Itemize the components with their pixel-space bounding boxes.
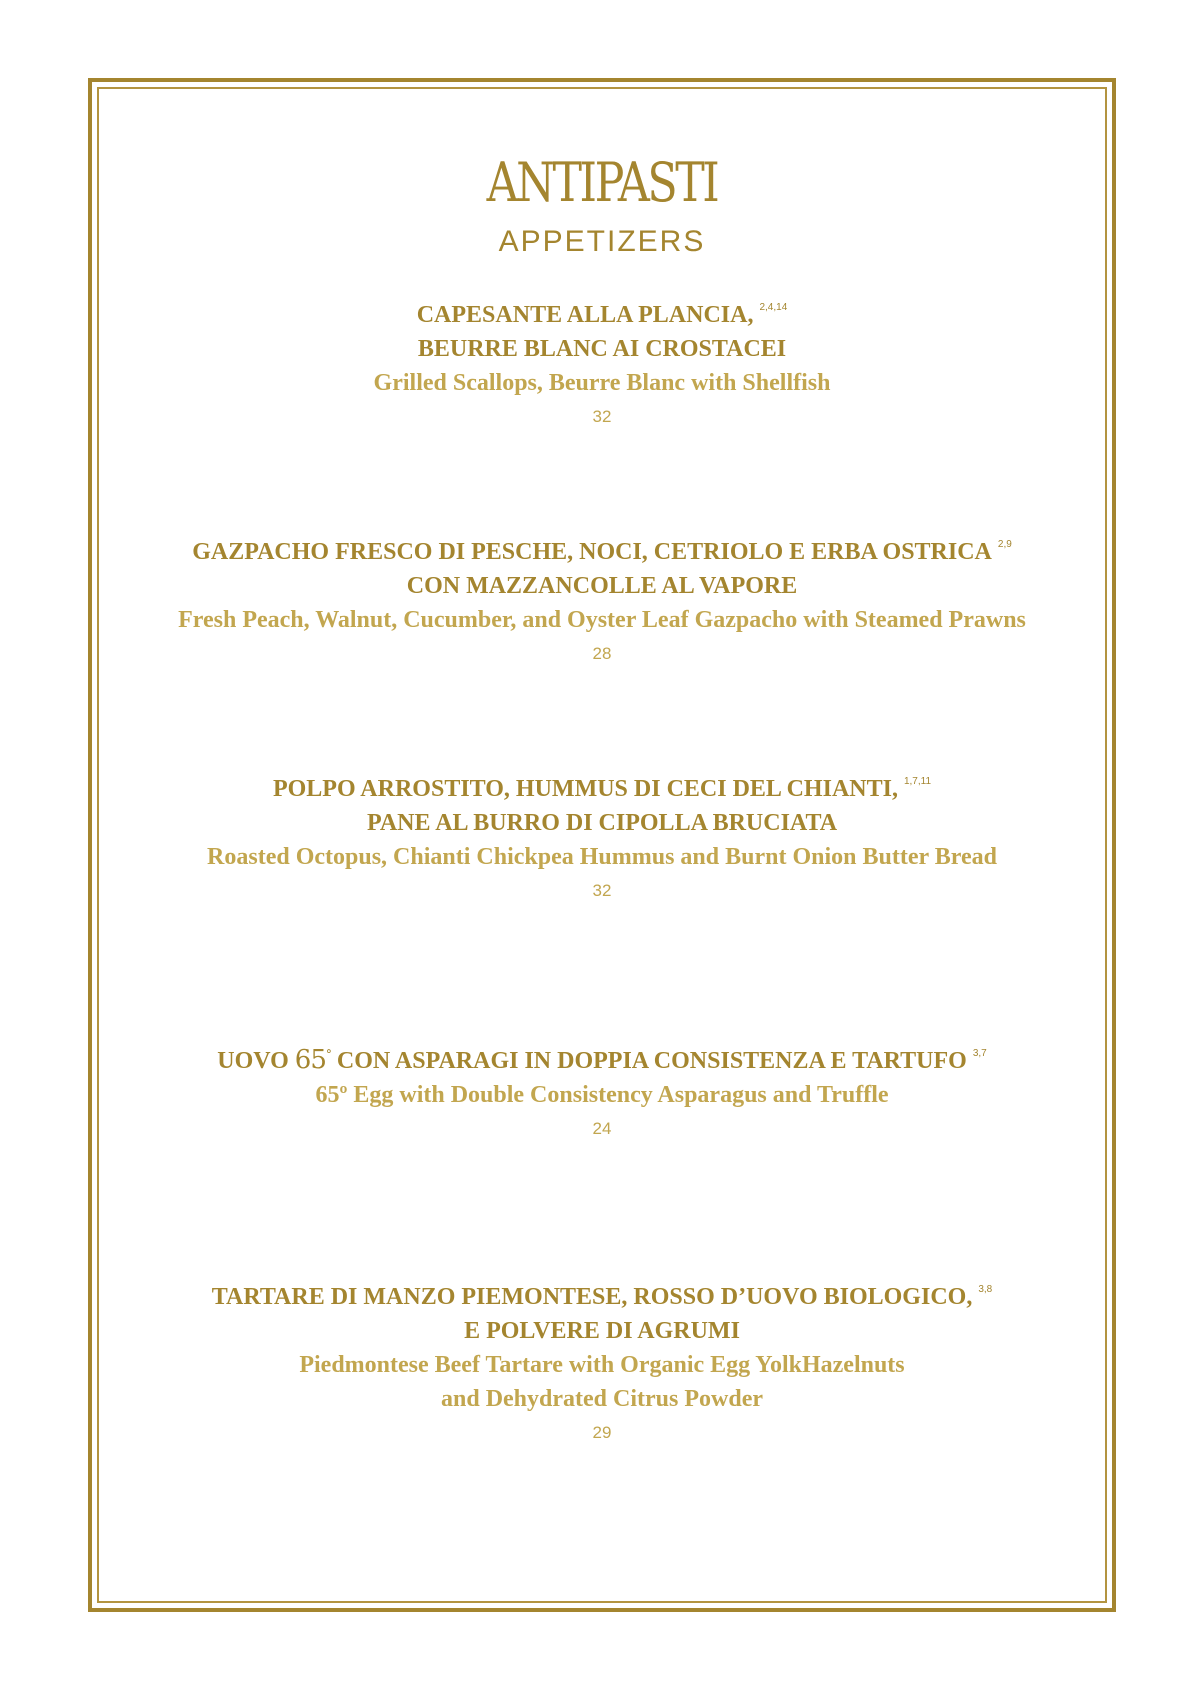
item-english-line: 65º Egg with Double Consistency Asparagus and Truffle	[315, 1082, 889, 1108]
allergen-codes: 2,9	[997, 539, 1012, 550]
menu-title: ANTIPASTI	[486, 151, 718, 214]
item-italian-line: E POLVERE DI AGRUMI	[464, 1318, 740, 1344]
degree-value: 65°	[294, 1045, 331, 1075]
item-italian-line: POLPO ARROSTITO, HUMMUS DI CECI DEL CHIANTI, $^{1,7,11}$	[272, 776, 932, 802]
allergen-codes: 3,8	[978, 1284, 993, 1295]
allergen-codes: 2,4,14	[759, 302, 788, 313]
item-english-line: Grilled Scallops, Beurre Blanc with Shellfish	[373, 370, 831, 396]
item-english-line: and Dehydrated Citrus Powder	[441, 1386, 763, 1412]
item-italian-line: CAPESANTE ALLA PLANCIA, $^{2,4,14}$	[416, 302, 788, 328]
item-english-line: Roasted Octopus, Chianti Chickpea Hummus and Burnt Onion Butter Bread	[207, 844, 997, 870]
item-italian-line: TARTARE DI MANZO PIEMONTESE, ROSSO D’UOVO BIOLOGICO, $^{3,8}$	[211, 1284, 993, 1310]
item-price: 28	[592, 644, 612, 663]
menu-subtitle: APPETIZERS	[498, 225, 706, 258]
menu-item	[97, 765, 1107, 908]
menu-item	[97, 1037, 1107, 1146]
item-italian-line: PANE AL BURRO DI CIPOLLA BRUCIATA	[366, 810, 838, 836]
menu-item	[97, 528, 1107, 671]
item-italian-line: BEURRE BLANC AI CROSTACEI	[417, 336, 787, 362]
allergen-codes: 3,7	[972, 1048, 987, 1059]
menu-item	[97, 291, 1107, 434]
item-english-line: Piedmontese Beef Tartare with Organic Egg YolkHazelnuts	[299, 1352, 905, 1378]
item-italian-line: CON MAZZANCOLLE AL VAPORE	[406, 573, 798, 599]
item-price: 32	[592, 881, 612, 900]
item-english-line: Fresh Peach, Walnut, Cucumber, and Oyster Leaf Gazpacho with Steamed Prawns	[178, 607, 1026, 633]
item-price: 24	[592, 1119, 612, 1138]
allergen-codes: 1,7,11	[903, 776, 932, 787]
item-italian-line: GAZPACHO FRESCO DI PESCHE, NOCI, CETRIOLO E ERBA OSTRICA $^{2,9}$	[192, 539, 1012, 565]
item-italian-line: UOVO 65° CON ASPARAGI IN DOPPIA CONSISTENZA E TARTUFO $^{3,7}$	[217, 1045, 987, 1075]
item-price: 32	[592, 407, 612, 426]
item-price: 29	[592, 1423, 612, 1442]
menu-item	[97, 1273, 1107, 1450]
